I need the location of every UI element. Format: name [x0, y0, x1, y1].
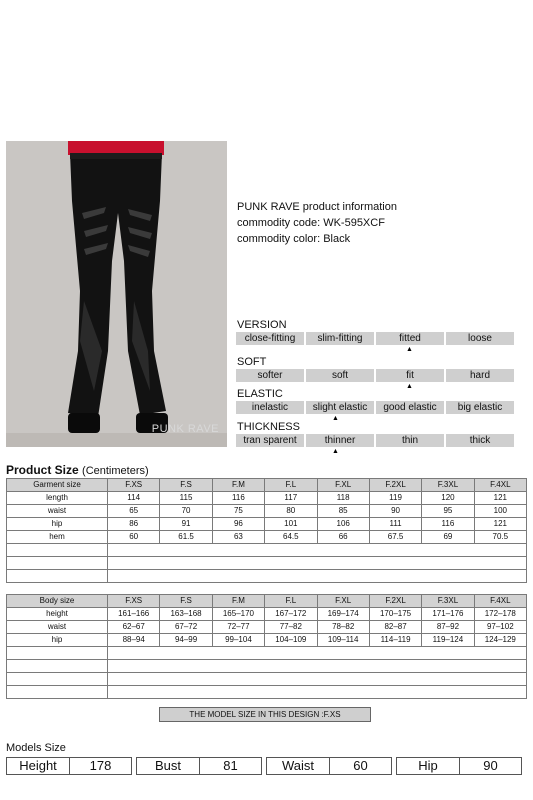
model-measure-value: 81: [200, 757, 262, 775]
model-measure-label: Bust: [136, 757, 200, 775]
soft-option: soft: [306, 369, 374, 382]
table-header-cell: F.S: [160, 595, 212, 608]
table-row-empty: [7, 544, 527, 557]
table-cell: 75: [212, 505, 264, 518]
table-row: [7, 505, 527, 518]
table-cell: 60: [108, 531, 160, 544]
thickness-option: thick: [446, 434, 514, 447]
version-option: close-fitting: [236, 332, 304, 345]
table-cell: 114: [108, 492, 160, 505]
table-cell: 170–175: [369, 608, 421, 621]
version-option: loose: [446, 332, 514, 345]
table-cell: hem: [7, 531, 108, 544]
product-photo: [6, 141, 227, 447]
table-cell: 69: [422, 531, 474, 544]
table-cell: hip: [7, 518, 108, 531]
table-cell: 111: [369, 518, 421, 531]
table-cell: 87–92: [422, 621, 474, 634]
attr-label-version: VERSION: [237, 319, 287, 331]
product-size-unit: (Centimeters): [82, 465, 149, 477]
table-cell: 80: [265, 505, 317, 518]
table-cell: 167–172: [265, 608, 317, 621]
table-row: [7, 531, 527, 544]
product-info-brand: PUNK RAVE product information: [237, 201, 397, 213]
table-header-cell: F.4XL: [474, 479, 526, 492]
attr-label-soft: SOFT: [237, 356, 267, 368]
table-cell: 172–178: [474, 608, 526, 621]
model-measure-label: Waist: [266, 757, 330, 775]
attr-label-elastic: ELASTIC: [237, 388, 283, 400]
thickness-option: thinner: [306, 434, 374, 447]
product-info: [237, 199, 397, 247]
table-header-cell: F.2XL: [369, 595, 421, 608]
table-header-cell: F.3XL: [422, 479, 474, 492]
table-cell: 116: [422, 518, 474, 531]
table-cell: 104–109: [265, 634, 317, 647]
elastic-scale: [236, 401, 514, 414]
table-cell: 86: [108, 518, 160, 531]
table-cell: 171–176: [422, 608, 474, 621]
thickness-marker-icon: ▲: [332, 448, 339, 455]
commodity-color: commodity color: Black: [237, 233, 351, 245]
table-row: [7, 492, 527, 505]
elastic-marker-icon: ▲: [332, 415, 339, 422]
table-cell: waist: [7, 621, 108, 634]
table-cell: 85: [317, 505, 369, 518]
product-size-heading: Product Size: [6, 463, 79, 477]
table-header-cell: F.3XL: [422, 595, 474, 608]
model-size-note: THE MODEL SIZE IN THIS DESIGN :F.XS: [159, 707, 371, 722]
table-cell: 97–102: [474, 621, 526, 634]
soft-option: fit: [376, 369, 444, 382]
table-header-cell: F.M: [212, 595, 264, 608]
table-header-cell: F.L: [265, 479, 317, 492]
version-marker-icon: ▲: [406, 346, 413, 353]
table-cell: 101: [265, 518, 317, 531]
table-cell: 82–87: [369, 621, 421, 634]
table-header-cell: F.S: [160, 479, 212, 492]
version-option: slim-fitting: [306, 332, 374, 345]
version-option: fitted: [376, 332, 444, 345]
table-cell: waist: [7, 505, 108, 518]
table-cell: 94–99: [160, 634, 212, 647]
models-size-row: [6, 757, 522, 775]
table-cell: 88–94: [108, 634, 160, 647]
table-cell: 70: [160, 505, 212, 518]
table-row-empty: [7, 557, 527, 570]
table-cell: height: [7, 608, 108, 621]
table-cell: 124–129: [474, 634, 526, 647]
table-header-cell: F.L: [265, 595, 317, 608]
model-measure-hip: [396, 757, 522, 775]
table-cell: 165–170: [212, 608, 264, 621]
table-cell: 169–174: [317, 608, 369, 621]
table-row-empty: [7, 686, 527, 699]
table-cell: 78–82: [317, 621, 369, 634]
attr-label-thickness: THICKNESS: [237, 421, 300, 433]
table-cell: 121: [474, 518, 526, 531]
table-row: [7, 608, 527, 621]
model-measure-value: 178: [70, 757, 132, 775]
table-header-cell: Body size: [7, 595, 108, 608]
table-cell: hip: [7, 634, 108, 647]
table-header-cell: F.XS: [108, 595, 160, 608]
table-cell: 100: [474, 505, 526, 518]
brand-watermark: PUNK RAVE: [151, 423, 219, 435]
table-cell: 77–82: [265, 621, 317, 634]
table-cell: 115: [160, 492, 212, 505]
thickness-option: tran sparent: [236, 434, 304, 447]
table-cell: 70.5: [474, 531, 526, 544]
table-cell: 66: [317, 531, 369, 544]
thickness-option: thin: [376, 434, 444, 447]
table-cell: 64.5: [265, 531, 317, 544]
table-cell: 109–114: [317, 634, 369, 647]
table-header-cell: Garment size: [7, 479, 108, 492]
models-size-title: Models Size: [6, 742, 66, 754]
table-row-empty: [7, 673, 527, 686]
table-header-cell: F.M: [212, 479, 264, 492]
table-cell: 117: [265, 492, 317, 505]
model-measure-label: Hip: [396, 757, 460, 775]
model-measure-height: [6, 757, 132, 775]
elastic-option: good elastic: [376, 401, 444, 414]
thickness-scale: [236, 434, 514, 447]
body-size-table: [6, 594, 527, 699]
table-row: [7, 621, 527, 634]
table-cell: 116: [212, 492, 264, 505]
table-cell: 119–124: [422, 634, 474, 647]
soft-option: softer: [236, 369, 304, 382]
product-size-table: [6, 478, 527, 583]
table-row-empty: [7, 647, 527, 660]
soft-marker-icon: ▲: [406, 383, 413, 390]
table-cell: 62–67: [108, 621, 160, 634]
table-header-row: [7, 479, 527, 492]
table-header-cell: F.XL: [317, 479, 369, 492]
table-cell: 106: [317, 518, 369, 531]
table-cell: 120: [422, 492, 474, 505]
model-measure-waist: [266, 757, 392, 775]
product-size-title: [6, 463, 149, 477]
table-cell: 118: [317, 492, 369, 505]
table-header-cell: F.XL: [317, 595, 369, 608]
table-cell: 61.5: [160, 531, 212, 544]
table-header-cell: F.4XL: [474, 595, 526, 608]
table-header-cell: F.XS: [108, 479, 160, 492]
table-cell: 99–104: [212, 634, 264, 647]
table-cell: 67–72: [160, 621, 212, 634]
table-cell: 91: [160, 518, 212, 531]
elastic-option: slight elastic: [306, 401, 374, 414]
version-scale: [236, 332, 514, 345]
table-cell: 121: [474, 492, 526, 505]
table-cell: 119: [369, 492, 421, 505]
table-cell: 90: [369, 505, 421, 518]
model-measure-label: Height: [6, 757, 70, 775]
table-cell: 67.5: [369, 531, 421, 544]
table-cell: 63: [212, 531, 264, 544]
pants-illustration: [6, 141, 227, 447]
table-cell: 95: [422, 505, 474, 518]
table-header-cell: F.2XL: [369, 479, 421, 492]
table-cell: length: [7, 492, 108, 505]
table-cell: 96: [212, 518, 264, 531]
model-measure-bust: [136, 757, 262, 775]
elastic-option: big elastic: [446, 401, 514, 414]
table-row-empty: [7, 570, 527, 583]
table-row: [7, 634, 527, 647]
table-cell: 163–168: [160, 608, 212, 621]
table-row: [7, 518, 527, 531]
table-cell: 72–77: [212, 621, 264, 634]
commodity-code: commodity code: WK-595XCF: [237, 217, 385, 229]
table-row-empty: [7, 660, 527, 673]
model-measure-value: 60: [330, 757, 392, 775]
model-measure-value: 90: [460, 757, 522, 775]
table-cell: 114–119: [369, 634, 421, 647]
table-cell: 65: [108, 505, 160, 518]
table-cell: 161–166: [108, 608, 160, 621]
soft-option: hard: [446, 369, 514, 382]
soft-scale: [236, 369, 514, 382]
table-header-row: [7, 595, 527, 608]
elastic-option: inelastic: [236, 401, 304, 414]
